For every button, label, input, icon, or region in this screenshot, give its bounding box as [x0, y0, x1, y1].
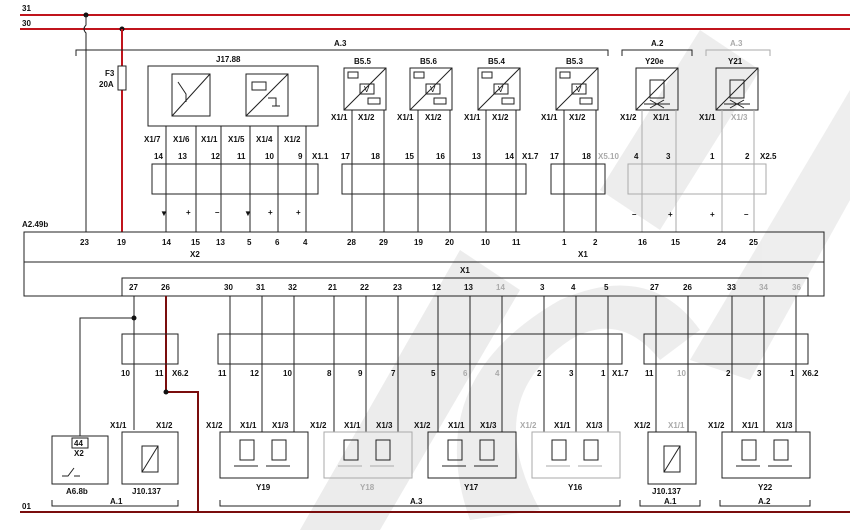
ground-feed-wire [84, 15, 86, 232]
component-b56 [410, 57, 452, 110]
svg-text:23: 23 [80, 238, 89, 247]
svg-text:X1/1: X1/1 [464, 113, 481, 122]
rail-31-label: 31 [22, 4, 31, 13]
svg-text:25: 25 [749, 238, 758, 247]
svg-text:+: + [710, 210, 715, 219]
svg-text:10: 10 [283, 369, 292, 378]
svg-text:4: 4 [634, 152, 639, 161]
rail-01-label: 01 [22, 502, 31, 511]
svg-text:X1/3: X1/3 [731, 113, 748, 122]
svg-text:X1/2: X1/2 [492, 113, 509, 122]
svg-text:17: 17 [550, 152, 559, 161]
svg-text:2: 2 [537, 369, 542, 378]
svg-text:▼: ▼ [244, 209, 252, 218]
component-label-y22: Y22 [758, 483, 773, 492]
connector-x17-top-block [342, 164, 526, 194]
component-label-j10137-right: J10.137 [652, 487, 681, 496]
svg-text:X1/6: X1/6 [173, 135, 190, 144]
svg-text:11: 11 [512, 238, 521, 247]
component-label-y21: Y21 [728, 57, 743, 66]
svg-text:X1/2: X1/2 [708, 421, 725, 430]
svg-text:44: 44 [74, 439, 83, 448]
component-y22 [722, 432, 810, 492]
svg-text:11: 11 [218, 369, 227, 378]
group-label-a3-bottom: A.3 [410, 497, 423, 506]
svg-text:12: 12 [250, 369, 259, 378]
svg-text:X1/3: X1/3 [480, 421, 497, 430]
connector-label-x17-bottom: X1.7 [612, 369, 629, 378]
svg-text:X1/1: X1/1 [448, 421, 465, 430]
svg-text:18: 18 [582, 152, 591, 161]
group-bracket-a3-top [76, 50, 608, 56]
group-label-a3-top-gray: A.3 [730, 39, 743, 48]
svg-text:12: 12 [211, 152, 220, 161]
svg-text:X1/4: X1/4 [256, 135, 273, 144]
connector-label-x62-right: X6.2 [802, 369, 819, 378]
group-label-a2-top: A.2 [651, 39, 664, 48]
svg-text:22: 22 [360, 283, 369, 292]
svg-text:X1/2: X1/2 [414, 421, 431, 430]
connector-label-x11: X1.1 [312, 152, 329, 161]
svg-text:6: 6 [275, 238, 280, 247]
svg-text:X1/2: X1/2 [569, 113, 586, 122]
watermark [300, 30, 850, 530]
svg-text:–: – [632, 210, 637, 219]
svg-text:▼: ▼ [160, 209, 168, 218]
svg-text:15: 15 [405, 152, 414, 161]
svg-text:32: 32 [288, 283, 297, 292]
svg-text:X1/3: X1/3 [376, 421, 393, 430]
svg-text:1: 1 [790, 369, 795, 378]
svg-text:+: + [186, 208, 191, 217]
component-label-j10137-left: J10.137 [132, 487, 161, 496]
svg-text:26: 26 [683, 283, 692, 292]
svg-text:X1/1: X1/1 [699, 113, 716, 122]
svg-text:X1/3: X1/3 [586, 421, 603, 430]
svg-text:13: 13 [178, 152, 187, 161]
svg-text:10: 10 [677, 369, 686, 378]
svg-text:3: 3 [666, 152, 671, 161]
svg-text:+: + [296, 208, 301, 217]
svg-text:33: 33 [727, 283, 736, 292]
svg-text:19: 19 [117, 238, 126, 247]
fuse-symbol [118, 66, 126, 90]
component-j10137-left [122, 432, 178, 496]
ecu-a249b [24, 232, 824, 296]
svg-text:30: 30 [224, 283, 233, 292]
group-label-a2-bottom: A.2 [758, 497, 771, 506]
svg-text:+: + [268, 208, 273, 217]
connector-label-x62-left: X6.2 [172, 369, 189, 378]
svg-text:2: 2 [726, 369, 731, 378]
svg-text:10: 10 [121, 369, 130, 378]
component-label-y20e: Y20e [645, 57, 664, 66]
svg-text:X1/2: X1/2 [520, 421, 537, 430]
svg-text:13: 13 [464, 283, 473, 292]
svg-text:19: 19 [414, 238, 423, 247]
svg-text:5: 5 [604, 283, 609, 292]
connector-x11-block [152, 164, 318, 194]
svg-text:6: 6 [463, 369, 468, 378]
svg-text:X1/1: X1/1 [742, 421, 759, 430]
svg-text:14: 14 [154, 152, 163, 161]
svg-text:V: V [430, 85, 436, 94]
svg-text:31: 31 [256, 283, 265, 292]
svg-text:X1/1: X1/1 [397, 113, 414, 122]
component-y19 [220, 432, 308, 492]
svg-text:15: 15 [671, 238, 680, 247]
svg-text:3: 3 [540, 283, 545, 292]
svg-text:36: 36 [792, 283, 801, 292]
svg-text:13: 13 [472, 152, 481, 161]
svg-text:–: – [215, 208, 220, 217]
svg-text:14: 14 [162, 238, 171, 247]
svg-text:X1/2: X1/2 [284, 135, 301, 144]
svg-text:1: 1 [601, 369, 606, 378]
ecu-x1-top-label: X1 [578, 250, 588, 259]
component-label-b53: B5.3 [566, 57, 583, 66]
group-label-a3-top: A.3 [334, 39, 347, 48]
svg-text:X1/1: X1/1 [653, 113, 670, 122]
svg-text:5: 5 [431, 369, 436, 378]
svg-text:X1/2: X1/2 [620, 113, 637, 122]
ecu-x2-label: X2 [190, 250, 200, 259]
connector-x510-block [551, 164, 605, 194]
svg-text:11: 11 [237, 152, 246, 161]
svg-text:X1/2: X1/2 [634, 421, 651, 430]
svg-text:17: 17 [341, 152, 350, 161]
svg-text:34: 34 [759, 283, 768, 292]
svg-text:20: 20 [445, 238, 454, 247]
svg-text:X1/1: X1/1 [344, 421, 361, 430]
svg-text:27: 27 [129, 283, 138, 292]
svg-text:21: 21 [328, 283, 337, 292]
svg-text:13: 13 [216, 238, 225, 247]
svg-text:5: 5 [247, 238, 252, 247]
svg-text:3: 3 [757, 369, 762, 378]
svg-text:9: 9 [298, 152, 303, 161]
group-bracket-a2-top [622, 50, 692, 56]
component-label-y19: Y19 [256, 483, 271, 492]
svg-text:2: 2 [593, 238, 598, 247]
svg-text:X1/3: X1/3 [272, 421, 289, 430]
component-j10137-right [648, 432, 696, 496]
svg-text:4: 4 [571, 283, 576, 292]
svg-text:23: 23 [393, 283, 402, 292]
svg-text:15: 15 [191, 238, 200, 247]
svg-text:V: V [576, 85, 582, 94]
svg-text:3: 3 [569, 369, 574, 378]
svg-text:24: 24 [717, 238, 726, 247]
component-a68b [52, 436, 108, 496]
svg-text:10: 10 [265, 152, 274, 161]
svg-text:7: 7 [391, 369, 396, 378]
component-label-b54: B5.4 [488, 57, 505, 66]
component-label-y17: Y17 [464, 483, 479, 492]
connector-x62-left-block [122, 334, 178, 364]
svg-text:16: 16 [436, 152, 445, 161]
component-label-y16: Y16 [568, 483, 583, 492]
svg-text:X1/2: X1/2 [156, 421, 173, 430]
component-b54 [478, 57, 520, 110]
component-label-b56: B5.6 [420, 57, 437, 66]
svg-text:2: 2 [745, 152, 750, 161]
group-label-a1-left: A.1 [110, 497, 123, 506]
component-b55 [344, 57, 386, 110]
svg-text:11: 11 [155, 369, 164, 378]
svg-text:10: 10 [481, 238, 490, 247]
svg-text:X1/1: X1/1 [554, 421, 571, 430]
svg-text:1: 1 [562, 238, 567, 247]
svg-text:26: 26 [161, 283, 170, 292]
svg-text:X1/2: X1/2 [358, 113, 375, 122]
component-b53 [556, 57, 598, 110]
svg-text:V: V [498, 85, 504, 94]
svg-text:4: 4 [495, 369, 500, 378]
ecu-x1-bottom-label: X1 [460, 266, 470, 275]
group-label-a1-right: A.1 [664, 497, 677, 506]
svg-text:X1/3: X1/3 [776, 421, 793, 430]
component-label-j1788: J17.88 [216, 55, 241, 64]
svg-text:29: 29 [379, 238, 388, 247]
connector-label-x510: X5.10 [598, 152, 619, 161]
connector-label-x25: X2.5 [760, 152, 777, 161]
component-j1788 [148, 55, 318, 126]
svg-text:V: V [364, 85, 370, 94]
svg-text:X1/1: X1/1 [110, 421, 127, 430]
svg-text:X2: X2 [74, 449, 84, 458]
svg-text:27: 27 [650, 283, 659, 292]
svg-text:28: 28 [347, 238, 356, 247]
svg-text:12: 12 [432, 283, 441, 292]
svg-text:X1/1: X1/1 [541, 113, 558, 122]
svg-text:X1/1: X1/1 [201, 135, 218, 144]
svg-text:X1/2: X1/2 [310, 421, 327, 430]
svg-text:14: 14 [496, 283, 505, 292]
svg-text:+: + [668, 210, 673, 219]
svg-text:14: 14 [505, 152, 514, 161]
fuse-rating: 20A [99, 80, 114, 89]
fuse-id: F3 [105, 69, 115, 78]
svg-text:18: 18 [371, 152, 380, 161]
ground-junction [164, 390, 169, 395]
svg-text:4: 4 [303, 238, 308, 247]
svg-text:X1/1: X1/1 [668, 421, 685, 430]
svg-text:X1/7: X1/7 [144, 135, 161, 144]
svg-text:X1/5: X1/5 [228, 135, 245, 144]
svg-text:–: – [744, 210, 749, 219]
ecu-bottom-pin-numbers [129, 283, 801, 292]
svg-text:X1/1: X1/1 [240, 421, 257, 430]
svg-text:9: 9 [358, 369, 363, 378]
svg-text:16: 16 [638, 238, 647, 247]
ecu-label: A2.49b [22, 220, 49, 229]
svg-text:11: 11 [645, 369, 654, 378]
component-label-a68b: A6.8b [66, 487, 88, 496]
svg-text:X1/2: X1/2 [425, 113, 442, 122]
component-label-y18: Y18 [360, 483, 375, 492]
component-label-b55: B5.5 [354, 57, 371, 66]
svg-text:8: 8 [327, 369, 332, 378]
bottom-pin-labels [110, 421, 793, 430]
ground-return-wire [166, 296, 198, 512]
svg-text:X1/2: X1/2 [206, 421, 223, 430]
rail-30-label: 30 [22, 19, 31, 28]
svg-text:X1/1: X1/1 [331, 113, 348, 122]
ecu-top-pin-numbers [80, 238, 758, 247]
connector-label-x17-top: X1.7 [522, 152, 539, 161]
component-y16 [532, 432, 620, 492]
svg-text:1: 1 [710, 152, 715, 161]
